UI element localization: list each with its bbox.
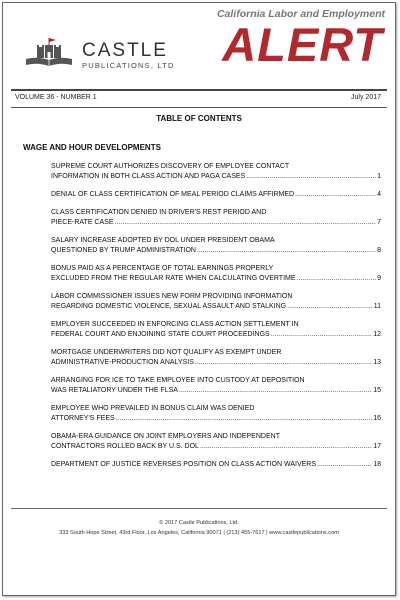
- toc-entry-text: ADMINISTRATIVE-PRODUCTION ANALYSIS: [51, 359, 194, 366]
- issue-date: July 2017: [351, 94, 381, 101]
- toc-entry-line: EMPLOYEE WHO PREVAILED IN BONUS CLAIM WAS DENIED: [51, 404, 255, 412]
- toc-entry-text: DENIAL OF CLASS CERTIFICATION OF MEAL PERIOD CLAIMS AFFIRMED: [51, 191, 295, 198]
- logo-subtitle: PUBLICATIONS, LTD: [82, 61, 175, 70]
- toc-entry-last-line: [51, 386, 381, 396]
- toc-entry-last-line: [51, 330, 381, 340]
- toc-list: [51, 162, 381, 478]
- toc-entry-last-line: [51, 190, 381, 200]
- toc-entry[interactable]: [51, 292, 381, 312]
- dot-leader: [287, 302, 373, 312]
- masthead-rule: [11, 89, 387, 91]
- toc-entry-text: CONTRACTORS ROLLED BACK BY U.S. DOL: [51, 443, 199, 450]
- toc-entry-line: SUPREME COURT AUTHORIZES DISCOVERY OF EMPLOYEE CONTACT: [51, 163, 290, 170]
- toc-entry-last-line: [51, 172, 381, 182]
- volume-number: VOLUME 36 - NUMBER 1: [15, 94, 97, 101]
- toc-entry-last-line: [51, 302, 381, 312]
- footer-rule: [11, 508, 387, 509]
- toc-entry-last-line: [51, 442, 381, 452]
- toc-entry[interactable]: [51, 432, 381, 452]
- dot-leader: [246, 172, 376, 182]
- toc-entry-last-line: [51, 460, 381, 470]
- toc-entry-text: QUESTIONED BY TRUMP ADMINISTRATION: [51, 247, 196, 254]
- dot-leader: [115, 218, 377, 228]
- publisher-address: 333 South Hope Street, 43rd Floor, Los Angeles, California 90071 | (213) 455-7617 | www.castlepublications.com: [59, 530, 339, 536]
- toc-page-number: 12: [373, 331, 381, 338]
- issue-rule: [11, 107, 387, 108]
- toc-entry-text: ATTORNEY'S FEES: [51, 415, 115, 422]
- toc-entry[interactable]: [51, 376, 381, 396]
- toc-entry[interactable]: [51, 264, 381, 284]
- alert-subtitle: California Labor and Employment: [216, 8, 385, 20]
- toc-page-number: 16: [373, 415, 381, 422]
- toc-entry-line: MORTGAGE UNDERWRITERS DID NOT QUALIFY AS EXEMPT UNDER: [51, 348, 282, 356]
- alert-title: ALERT: [222, 18, 383, 71]
- toc-entry-line: BONUS PAID AS A PERCENTAGE OF TOTAL EARNINGS PROPERLY: [51, 264, 274, 272]
- castle-book-icon: [23, 37, 75, 71]
- toc-entry[interactable]: [51, 208, 381, 228]
- newsletter-page: [2, 2, 396, 596]
- toc-entry-text: INFORMATION IN BOTH CLASS ACTION AND PAGA CASES: [51, 173, 246, 181]
- toc-entry-line: SALARY INCREASE ADOPTED BY DOL UNDER PRESIDENT OBAMA: [51, 236, 275, 244]
- toc-page-number: 17: [373, 443, 381, 450]
- toc-entry-last-line: [51, 274, 381, 284]
- toc-entry-last-line: [51, 218, 381, 228]
- toc-page-number: 18: [373, 460, 381, 468]
- toc-entry-line: LABOR COMMISSIONER ISSUES NEW FORM PROVIDING INFORMATION: [51, 292, 293, 300]
- toc-entry-line: EMPLOYER SUCCEEDED IN ENFORCING CLASS ACTION SETTLEMENT IN: [51, 320, 299, 328]
- dot-leader: [317, 460, 372, 470]
- dot-leader: [297, 274, 377, 284]
- toc-page-number: 11: [373, 303, 381, 310]
- dot-leader: [295, 190, 376, 200]
- toc-entry[interactable]: [51, 348, 381, 368]
- toc-entry-line: ARRANGING FOR ICE TO TAKE EMPLOYEE INTO CUSTODY AT DEPOSITION: [51, 376, 305, 384]
- toc-page-number: 8: [377, 247, 381, 254]
- toc-entry[interactable]: [51, 162, 381, 182]
- copyright: © 2017 Castle Publications, Ltd.: [159, 520, 239, 526]
- dot-leader: [179, 386, 372, 396]
- toc-entry-text: REGARDING DOMESTIC VIOLENCE, SEXUAL ASSAULT AND STALKING: [51, 303, 287, 310]
- dot-leader: [197, 246, 376, 256]
- toc-entry-text: EXCLUDED FROM THE REGULAR RATE WHEN CALCULATING OVERTIME: [51, 275, 296, 282]
- logo-name: CASTLE: [82, 40, 168, 61]
- section-heading: WAGE AND HOUR DEVELOPMENTS: [23, 143, 161, 152]
- toc-entry[interactable]: [51, 320, 381, 340]
- toc-entry[interactable]: [51, 460, 381, 470]
- toc-entry[interactable]: [51, 236, 381, 256]
- dot-leader: [195, 358, 372, 368]
- masthead: [3, 3, 395, 91]
- toc-entry-text: DEPARTMENT OF JUSTICE REVERSES POSITION ON CLASS ACTION WAIVERS: [51, 460, 317, 468]
- toc-entry-last-line: [51, 246, 381, 256]
- dot-leader: [271, 330, 372, 340]
- toc-title: TABLE OF CONTENTS: [156, 114, 242, 123]
- toc-entry[interactable]: [51, 190, 381, 200]
- toc-page-number: 15: [373, 387, 381, 394]
- toc-page-number: 1: [377, 173, 381, 181]
- toc-page-number: 9: [377, 275, 381, 282]
- toc-entry-last-line: [51, 414, 381, 424]
- toc-entry-text: FEDERAL COURT AND ENJOINING STATE COURT PROCEEDINGS: [51, 331, 270, 338]
- toc-entry-last-line: [51, 358, 381, 368]
- toc-page-number: 4: [377, 191, 381, 198]
- toc-entry-text: PIECE-RATE CASE: [51, 219, 114, 226]
- toc-entry[interactable]: [51, 404, 381, 424]
- toc-entry-line: CLASS CERTIFICATION DENIED IN DRIVER'S REST PERIOD AND: [51, 208, 267, 216]
- toc-entry-line: OBAMA-ERA GUIDANCE ON JOINT EMPLOYERS AND INDEPENDENT: [51, 432, 280, 440]
- toc-page-number: 13: [373, 359, 381, 366]
- toc-page-number: 7: [377, 219, 381, 226]
- dot-leader: [116, 414, 373, 424]
- toc-entry-text: WAS RETALIATORY UNDER THE FLSA: [51, 387, 178, 394]
- dot-leader: [200, 442, 372, 452]
